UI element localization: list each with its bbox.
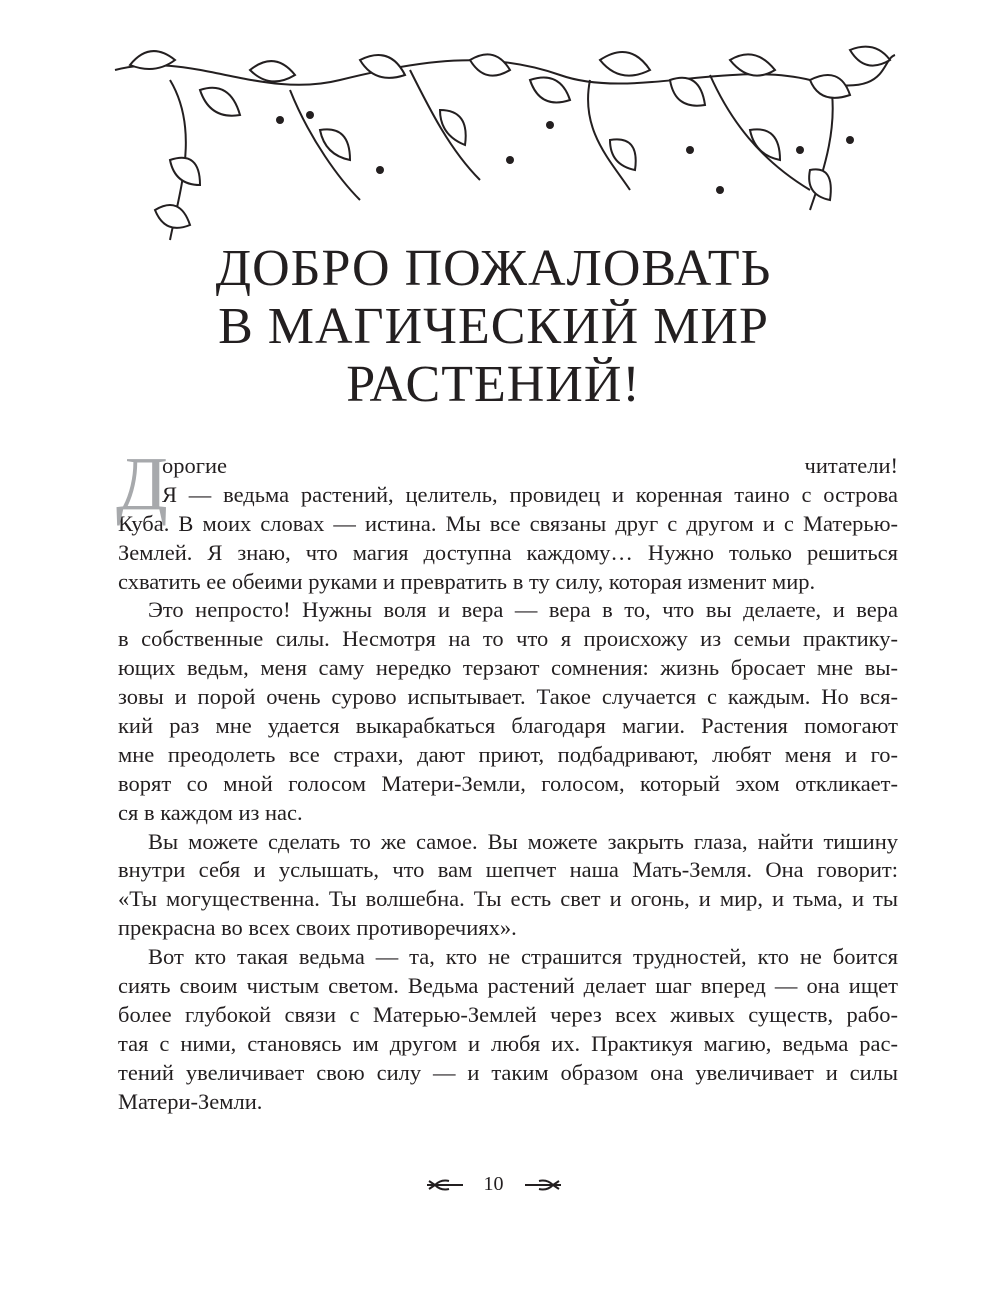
title-line: РАСТЕНИЙ! [346,356,641,413]
text-line: в собственные силы. Несмотря на то что я происхожу из семьи практику- [118,626,898,652]
text-line: «Ты могущественна. Ты волшебна. Ты есть свет и огонь, и мир, и тьма, и ты [118,886,898,912]
text-line: Куба. В моих словах — истина. Мы все связаны друг с другом и с Матерью- [118,510,898,536]
text-line: Землей. Я знаю, что магия доступна каждому… Нужно только решиться [118,539,898,565]
text-line: схватить ее обеими руками и превратить в ту силу, которая изменит мир. [118,568,816,594]
title-line: ДОБРО ПОЖАЛОВАТЬ [215,240,772,297]
text-line: орогие читатели! [162,453,898,478]
text-line: внутри себя и услышать, что вам шепчет наша Мать-Земля. Она говорит: [118,857,898,883]
text-line: Я — ведьма растений, целитель, провидец и коренная таино с острова [162,481,898,507]
text-line: зовы и порой очень сурово испытывает. Такое случается с каждым. Но вся- [118,684,898,710]
text-line: Вы можете сделать то же самое. Вы можете закрыть глаза, найти тишину [148,828,898,854]
text-line: ющих ведьм, меня саму нередко терзают сомнения: жизнь бросает мне вы- [118,655,898,681]
text-line: Вот кто такая ведьма — та, кто не страшится трудностей, кто не боится [148,944,898,970]
text-line: прекрасна во всех своих противоречиях». [118,915,517,941]
text-line: тая с ними, становясь им другом и любя их. Практикуя магию, ведьма рас- [118,1030,898,1056]
text-line: тений увеличивает свою силу — и таким образом она увеличивает и силы [118,1059,898,1085]
leaf-flourish-left-icon [425,1178,465,1192]
text-line: кий раз мне удается выкарабкаться благодаря магии. Растения помогают [118,713,898,739]
page-title [0,240,987,414]
vine-ornament-illustration [110,40,900,250]
title-line: В МАГИЧЕСКИЙ МИР [218,298,769,355]
text-line: мне преодолеть все страхи, дают приют, подбадривают, любят меня и го- [118,741,898,767]
page-footer [0,1173,987,1196]
body-text [116,442,898,1116]
text-line: сиять своим чистым светом. Ведьма растений делает шаг вперед — она ищет [118,973,898,999]
page-number: 10 [483,1173,504,1195]
text-line: более глубокой связи с Матерью-Землей через всех живых существ, рабо- [118,1001,898,1027]
text-line: ворят со мной голосом Матери-Земли, голосом, который эхом откликает- [118,770,898,796]
text-line: ся в каждом из нас. [118,799,303,825]
text-line: Это непросто! Нужны воля и вера — вера в то, что вы делаете, и вера [148,597,898,623]
text-line: Матери-Земли. [118,1088,263,1114]
drop-cap: Д [116,442,168,526]
leaf-flourish-right-icon [523,1178,563,1192]
